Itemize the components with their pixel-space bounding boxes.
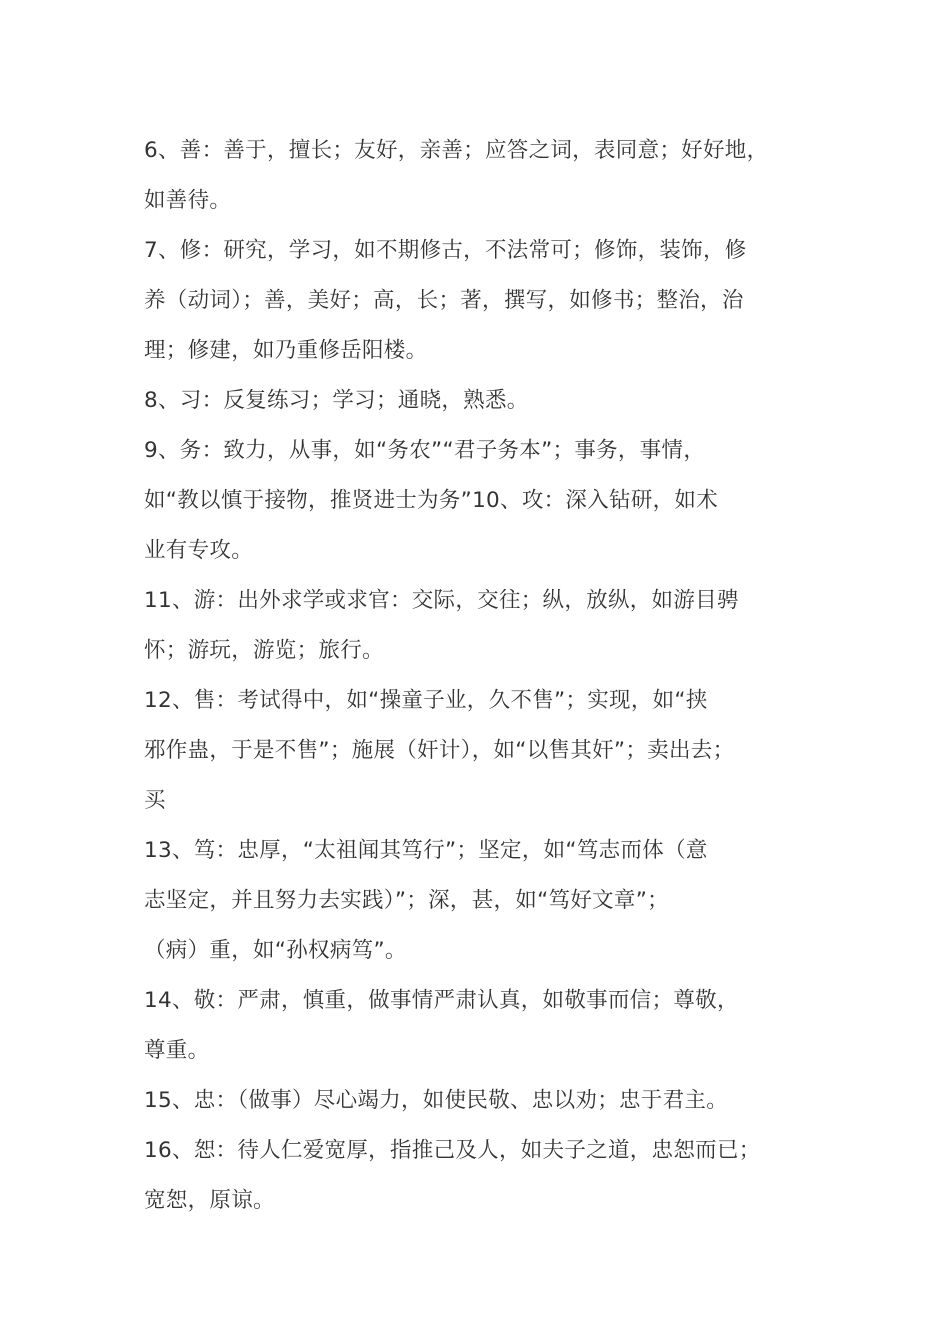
text-line-1: 6、善：善于，擅长；友好，亲善；应答之词，表同意；好好地， bbox=[144, 138, 769, 163]
text-line-14: 买 bbox=[144, 788, 166, 813]
text-line-6: 8、习：反复练习；学习；通晓，熟悉。 bbox=[144, 388, 529, 413]
text-line-11: 怀；游玩，游览；旅行。 bbox=[144, 638, 384, 663]
text-line-20: 15、忠：（做事）尽心竭力，如使民敬、忠以劝；忠于君主。 bbox=[144, 1088, 729, 1113]
text-line-22: 宽恕，原谅。 bbox=[144, 1188, 275, 1213]
text-line-21: 16、恕：待人仁爱宽厚，指推己及人，如夫子之道，忠恕而已； bbox=[144, 1138, 761, 1163]
text-line-7: 9、务：致力，从事，如“务农”“君子务本”；事务，事情， bbox=[144, 438, 706, 463]
text-line-10: 11、游：出外求学或求官：交际，交往；纵，放纵，如游目骋 bbox=[144, 588, 739, 613]
document-body bbox=[144, 126, 834, 1226]
text-line-3: 7、修：研究，学习，如不期修古，不法常可；修饰，装饰，修 bbox=[144, 238, 747, 263]
text-line-17: （病）重，如“孙权病笃”。 bbox=[144, 938, 407, 963]
text-line-19: 尊重。 bbox=[144, 1038, 210, 1063]
text-line-8: 如“教以慎于接物，推贤进士为务”10、攻：深入钻研，如术 bbox=[144, 488, 719, 513]
text-line-4: 养（动词）；善，美好；高，长；著，撰写，如修书；整治，治 bbox=[144, 288, 744, 313]
text-line-12: 12、售：考试得中，如“操童子业，久不售”；实现，如“挟 bbox=[144, 688, 708, 713]
text-line-15: 13、笃：忠厚，“太祖闻其笃行”；坚定，如“笃志而体（意 bbox=[144, 838, 708, 863]
text-line-2: 如善待。 bbox=[144, 188, 232, 213]
text-line-9: 业有专攻。 bbox=[144, 538, 254, 563]
text-line-5: 理；修建，如乃重修岳阳楼。 bbox=[144, 338, 428, 363]
text-line-18: 14、敬：严肃，慎重，做事情严肃认真，如敬事而信；尊敬， bbox=[144, 988, 739, 1013]
text-line-16: 志坚定，并且努力去实践）”；深，甚，如“笃好文章”； bbox=[144, 888, 669, 913]
text-line-13: 邪作蛊，于是不售”；施展（奸计），如“以售其奸”；卖出去； bbox=[144, 738, 735, 763]
